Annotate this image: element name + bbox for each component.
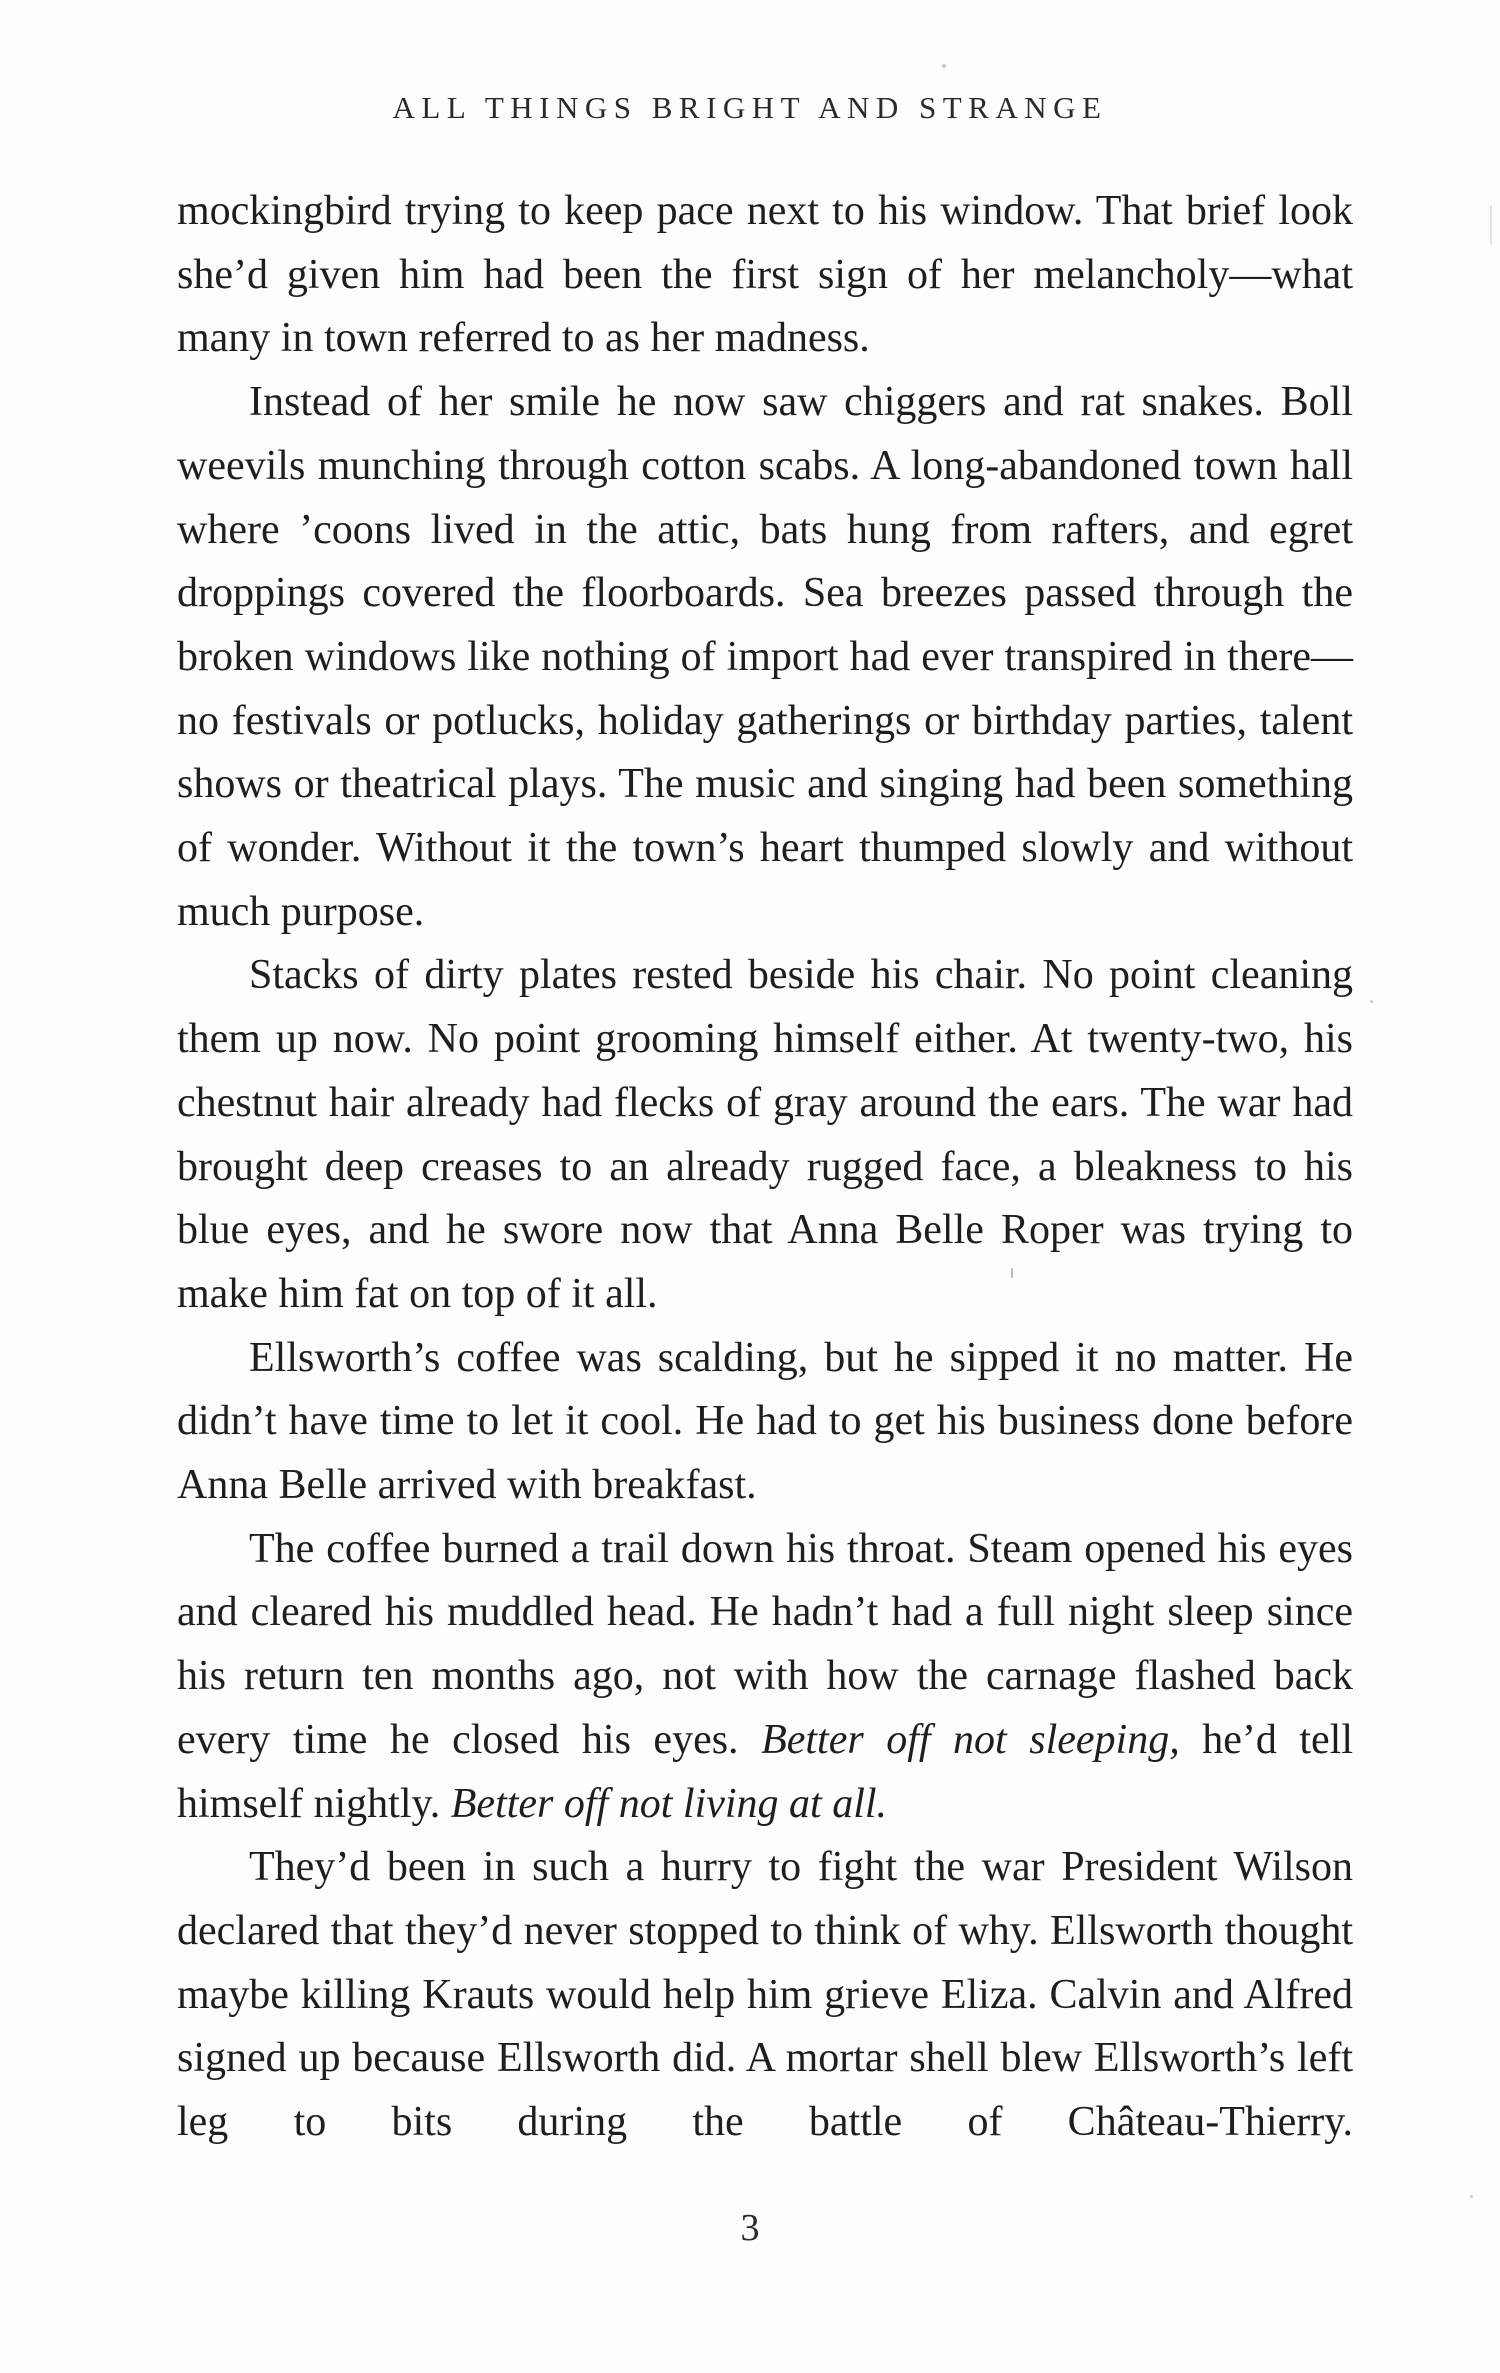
- scan-speck: [1370, 1000, 1373, 1003]
- body-text: [177, 180, 1353, 2155]
- paragraph: [177, 1518, 1353, 1837]
- italic-phrase: Better off not sleeping,: [761, 1716, 1180, 1763]
- scan-speck: [1490, 205, 1492, 245]
- paragraph: They’d been in such a hurry to fight the war President Wilson declared that they’d never stopped to think of why. Ellsworth thought maybe killing Krauts would help him grieve Eliza. Calvin and Alfred signed up because Ellsworth did. A mortar shell blew Ellsworth’s left leg to bits during the battle of Château-Thierry.: [177, 1844, 1353, 2146]
- running-head: ALL THINGS BRIGHT AND STRANGE: [392, 90, 1108, 125]
- italic-phrase: Better off not living at all.: [450, 1780, 888, 1827]
- paragraph: Ellsworth’s coffee was scalding, but he sipped it no matter. He didn’t have time to let it cool. He had to get his business done before Anna Belle arrived with breakfast.: [177, 1334, 1353, 1509]
- paragraph-text: he’d tell himself nightly.: [177, 1716, 1354, 1827]
- paragraph: Stacks of dirty plates rested beside his chair. No point cleaning them up now. No point grooming himself either. At twenty-two, his chestnut hair already had flecks of gray around the ears. The war had brought deep creases to an already rugged face, a bleakness to his blue eyes, and he swore now that Anna Belle Roper was trying to make him fat on top of it all.: [177, 952, 1353, 1317]
- scan-speck: [942, 64, 946, 68]
- paragraph-text: The coffee burned a trail down his throat. Steam opened his eyes and cleared his muddled head. He hadn’t had a full night sleep since his return ten months ago, not with how the carnage flashed back every time he closed his eyes.: [177, 1525, 1353, 1763]
- scan-speck: [1011, 1268, 1013, 1278]
- page-number: 3: [740, 2207, 760, 2249]
- paragraph-continued: mockingbird trying to keep pace next to his window. That brief look she’d given him had been the first sign of her melancholy—what many in town referred to as her madness.: [177, 188, 1353, 362]
- scan-speck: [1470, 2195, 1473, 2198]
- paragraph: Instead of her smile he now saw chiggers and rat snakes. Boll weevils munching through cotton scabs. A long-abandoned town hall where ’coons lived in the attic, bats hung from rafters, and egret droppings covered the floorboards. Sea breezes passed through the broken windows like nothing of import had ever transpired in there—no festivals or potlucks, holiday gatherings or birthday parties, talent shows or theatrical plays. The music and singing had been something of wonder. Without it the town’s heart thumped slowly and without much purpose.: [177, 379, 1353, 935]
